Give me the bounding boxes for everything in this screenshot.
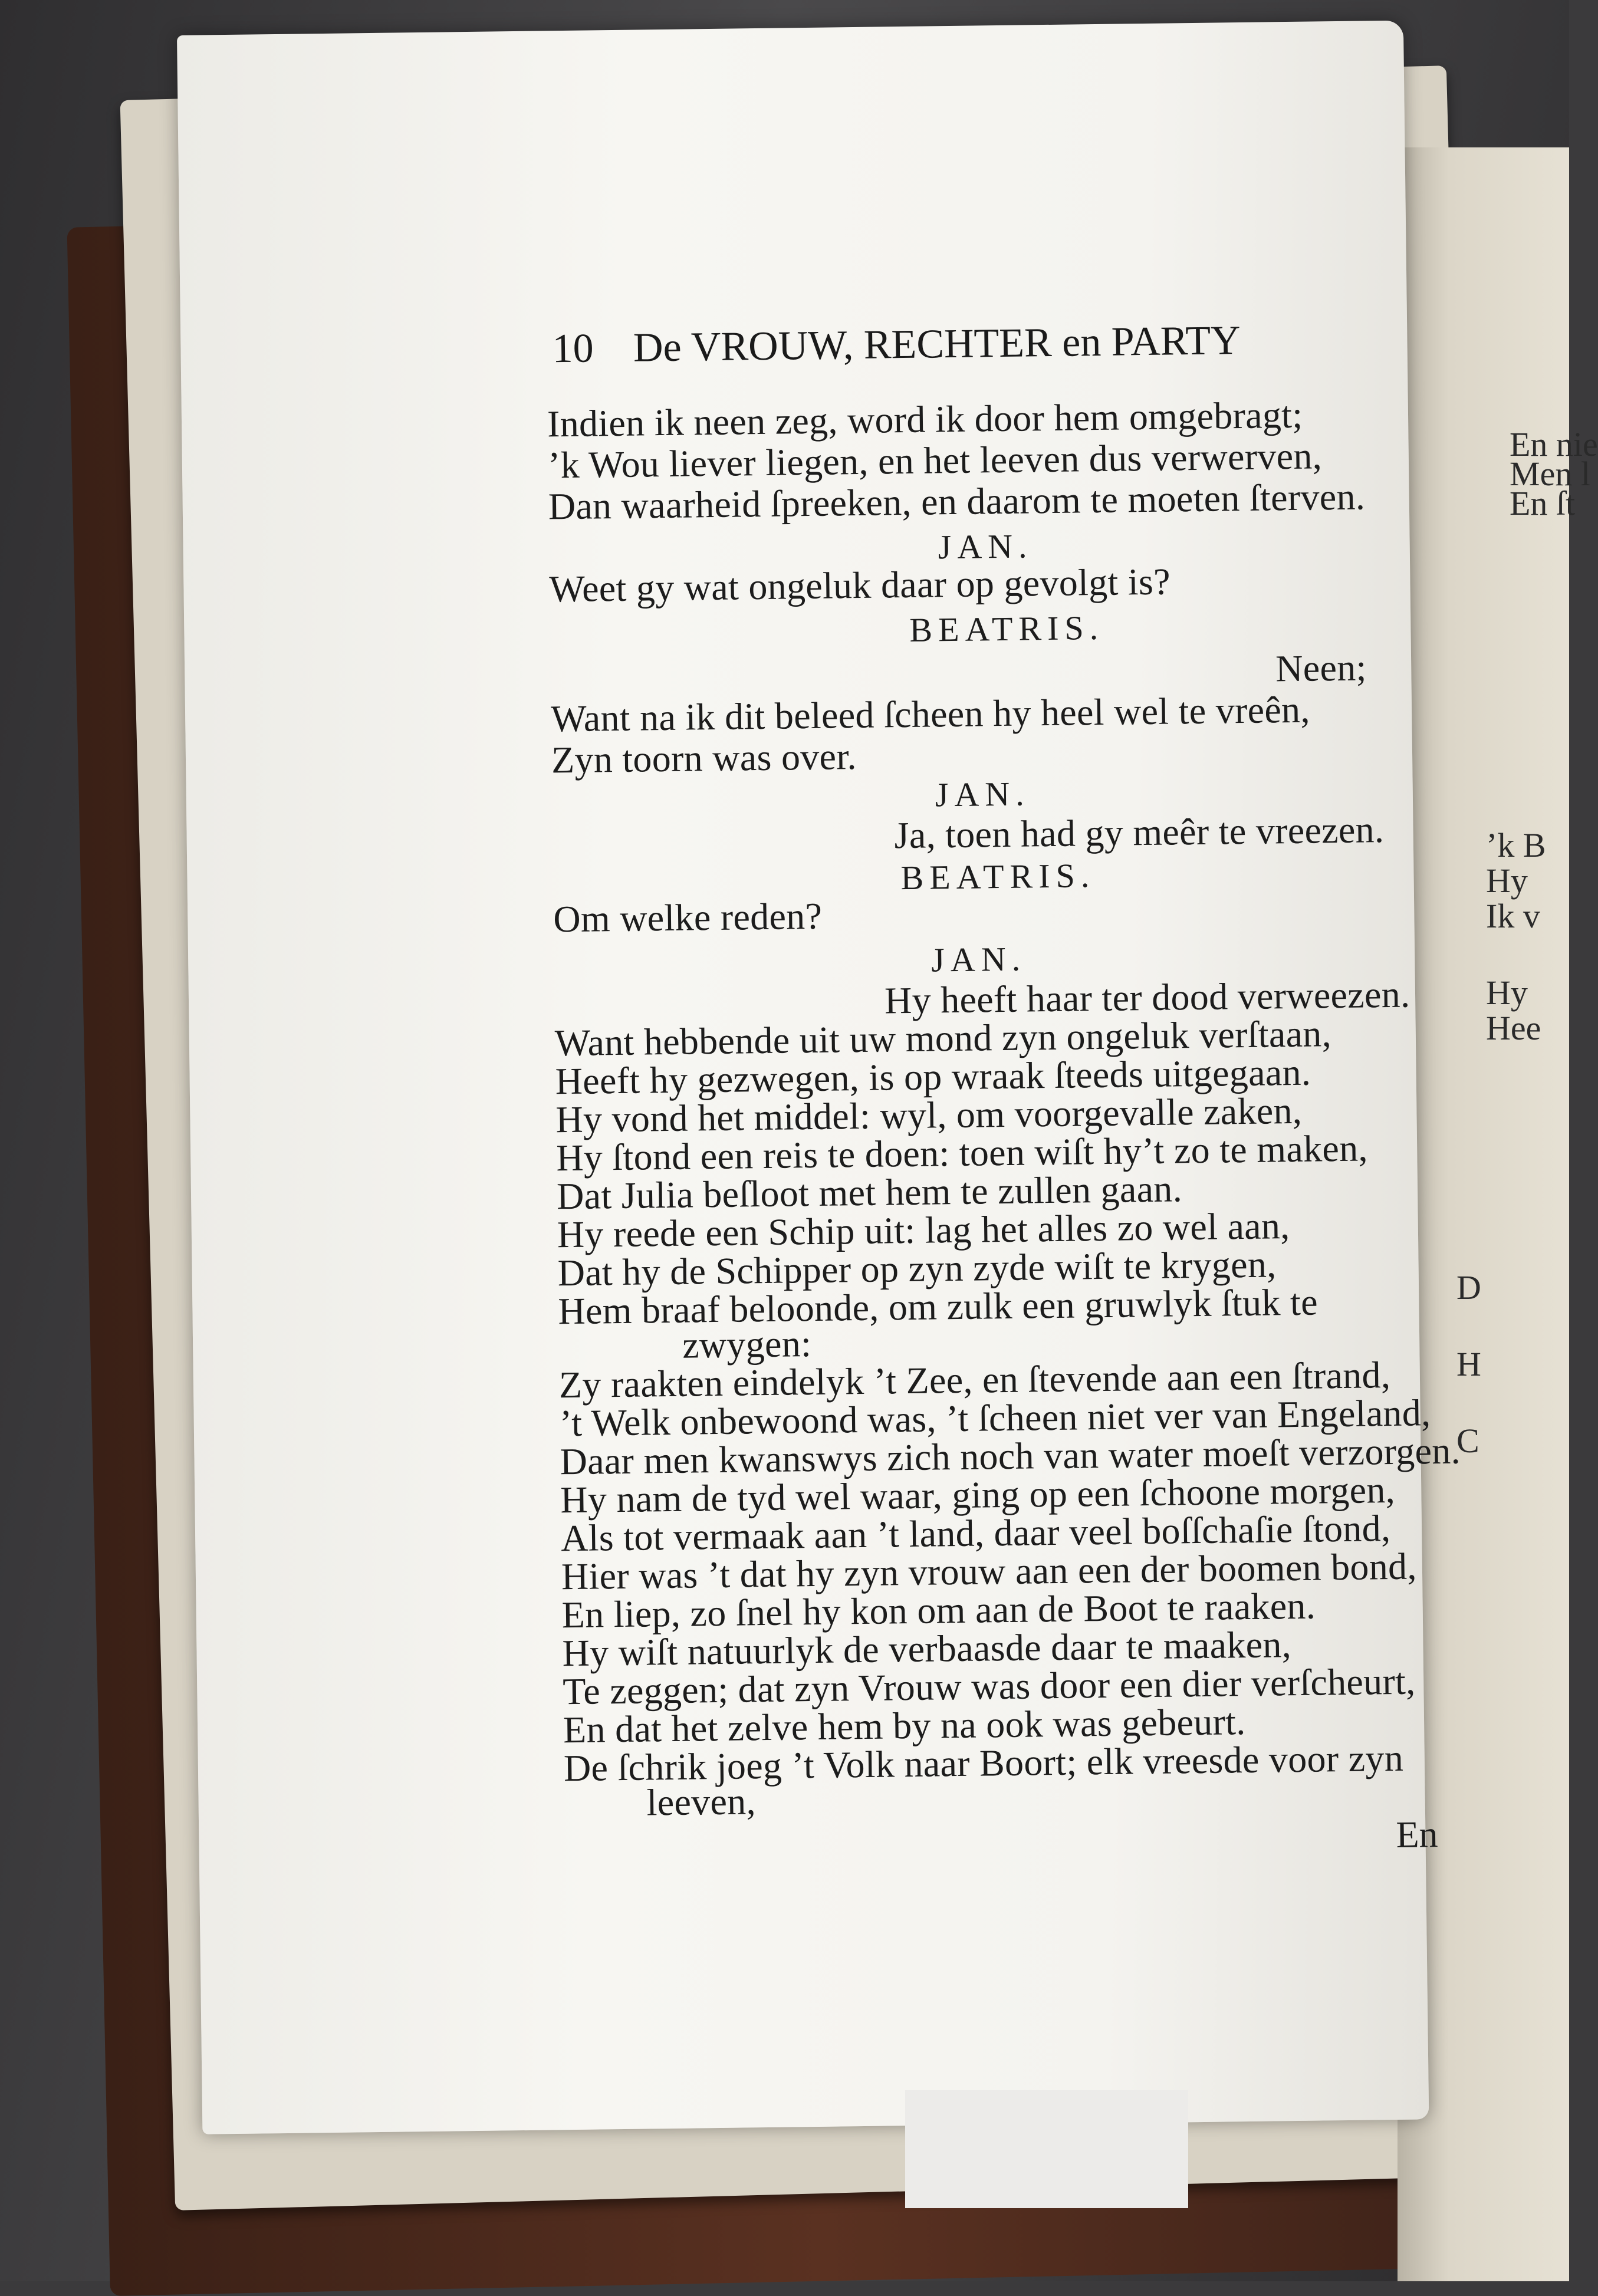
facing-fragment: ’k B: [1486, 826, 1546, 864]
verse-line: Hem braaf beloonde, om zulk een gruwlyk ſtuk te: [558, 1281, 1318, 1333]
verse-line: Dan waarheid ſpreeken, en daarom te moeten ſterven.: [548, 475, 1366, 528]
verse-line: De ſchrik joeg ’t Volk naar Boort; elk vreesde voor zyn: [563, 1736, 1404, 1790]
verse-line: Hy vond het middel: wyl, om voorgevalle zaken,: [555, 1089, 1303, 1141]
facing-fragment: Hee: [1486, 1009, 1541, 1047]
facing-fragment: En nie: [1510, 425, 1598, 463]
verse-line: ’k Wou liever liegen, en het leeven dus verwerven,: [547, 435, 1323, 486]
page-text: [177, 21, 1461, 2134]
facing-fragment: Hy: [1486, 861, 1528, 900]
verse-line: En liep, zo ſnel hy kon om aan de Boot te raaken.: [561, 1584, 1316, 1636]
verse-line: Dat hy de Schipper op zyn zyde wiſt te krygen,: [557, 1243, 1277, 1294]
verse-line: ’t Welk onbewoond was, ’t ſcheen niet ver van Engeland,: [559, 1392, 1431, 1445]
speaker-name: JAN.: [938, 527, 1033, 567]
verse-line: Te zeggen; dat zyn Vrouw was door een dier verſcheurt,: [562, 1660, 1416, 1713]
verse-line: Heeft hy gezwegen, is op wraak ſteeds uitgegaan.: [555, 1051, 1311, 1103]
verse-line: Want hebbende uit uw mond zyn ongeluk verſtaan,: [554, 1012, 1332, 1064]
verse-line: Indien ik neen zeg, word ik door hem omgebragt;: [547, 393, 1303, 445]
verse-line: Hy ſtond een reis te doen: toen wiſt hy’t zo te maken,: [555, 1127, 1369, 1179]
verse-line: Ja, toen had gy meêr te vreezen.: [894, 808, 1385, 857]
verse-line: zwygen:: [682, 1323, 812, 1366]
verse-line: Hy wiſt natuurlyk de verbaasde daar te maaken,: [562, 1623, 1292, 1675]
verse-line: Als tot vermaak aan ’t land, daar veel boſſchaſie ſtond,: [560, 1507, 1391, 1560]
catchword: En: [1396, 1813, 1438, 1856]
verse-line: Want na ik dit beleed ſcheen hy heel wel te vreên,: [550, 688, 1311, 740]
running-title: De VROUW, RECHTER en PARTY: [633, 318, 1241, 371]
verse-line: leeven,: [646, 1780, 757, 1824]
facing-fragment: D: [1456, 1268, 1481, 1307]
speaker-name: JAN.: [930, 939, 1027, 979]
book-page: [177, 21, 1461, 2134]
redaction-patch: [905, 2090, 1188, 2208]
verse-line: En dat het zelve hem by na ook was gebeurt.: [563, 1700, 1246, 1751]
speaker-name: BEATRIS.: [909, 608, 1104, 649]
facing-fragment: En ſt: [1510, 484, 1576, 522]
verse-line: Om welke reden?: [553, 894, 823, 940]
page-number: 10: [552, 325, 594, 372]
facing-fragment: H: [1456, 1345, 1481, 1383]
verse-line: Dat Julia beſloot met hem te zullen gaan.: [556, 1167, 1183, 1218]
verse-line: Neen;: [1275, 646, 1367, 690]
facing-fragment: C: [1456, 1422, 1479, 1460]
verse-line: Hy nam de tyd wel waar, ging op een ſchoone morgen,: [560, 1468, 1396, 1521]
verse-line: Weet gy wat ongeluk daar op gevolgt is?: [549, 560, 1171, 610]
verse-line: Hy reede een Schip uit: lag het alles zo wel aan,: [557, 1205, 1290, 1256]
verse-line: Hy heeft haar ter dood verweezen.: [884, 973, 1410, 1022]
verse-line: Zyn toorn was over.: [551, 735, 857, 781]
facing-fragment: Hy: [1486, 973, 1528, 1012]
running-head: [552, 317, 1241, 373]
verse-line: Hier was ’t dat hy zyn vrouw aan een der boomen bond,: [561, 1545, 1418, 1598]
facing-fragment: Ik v: [1486, 897, 1540, 935]
speaker-name: JAN.: [935, 774, 1031, 814]
verse-line: Daar men kwanswys zich noch van water moeſt verzorgen.: [560, 1429, 1461, 1483]
verse-line: Zy raakten eindelyk ’t Zee, en ſtevende aan een ſtrand,: [558, 1354, 1391, 1406]
facing-fragment: Men l: [1510, 455, 1590, 493]
speaker-name: BEATRIS.: [900, 856, 1096, 897]
